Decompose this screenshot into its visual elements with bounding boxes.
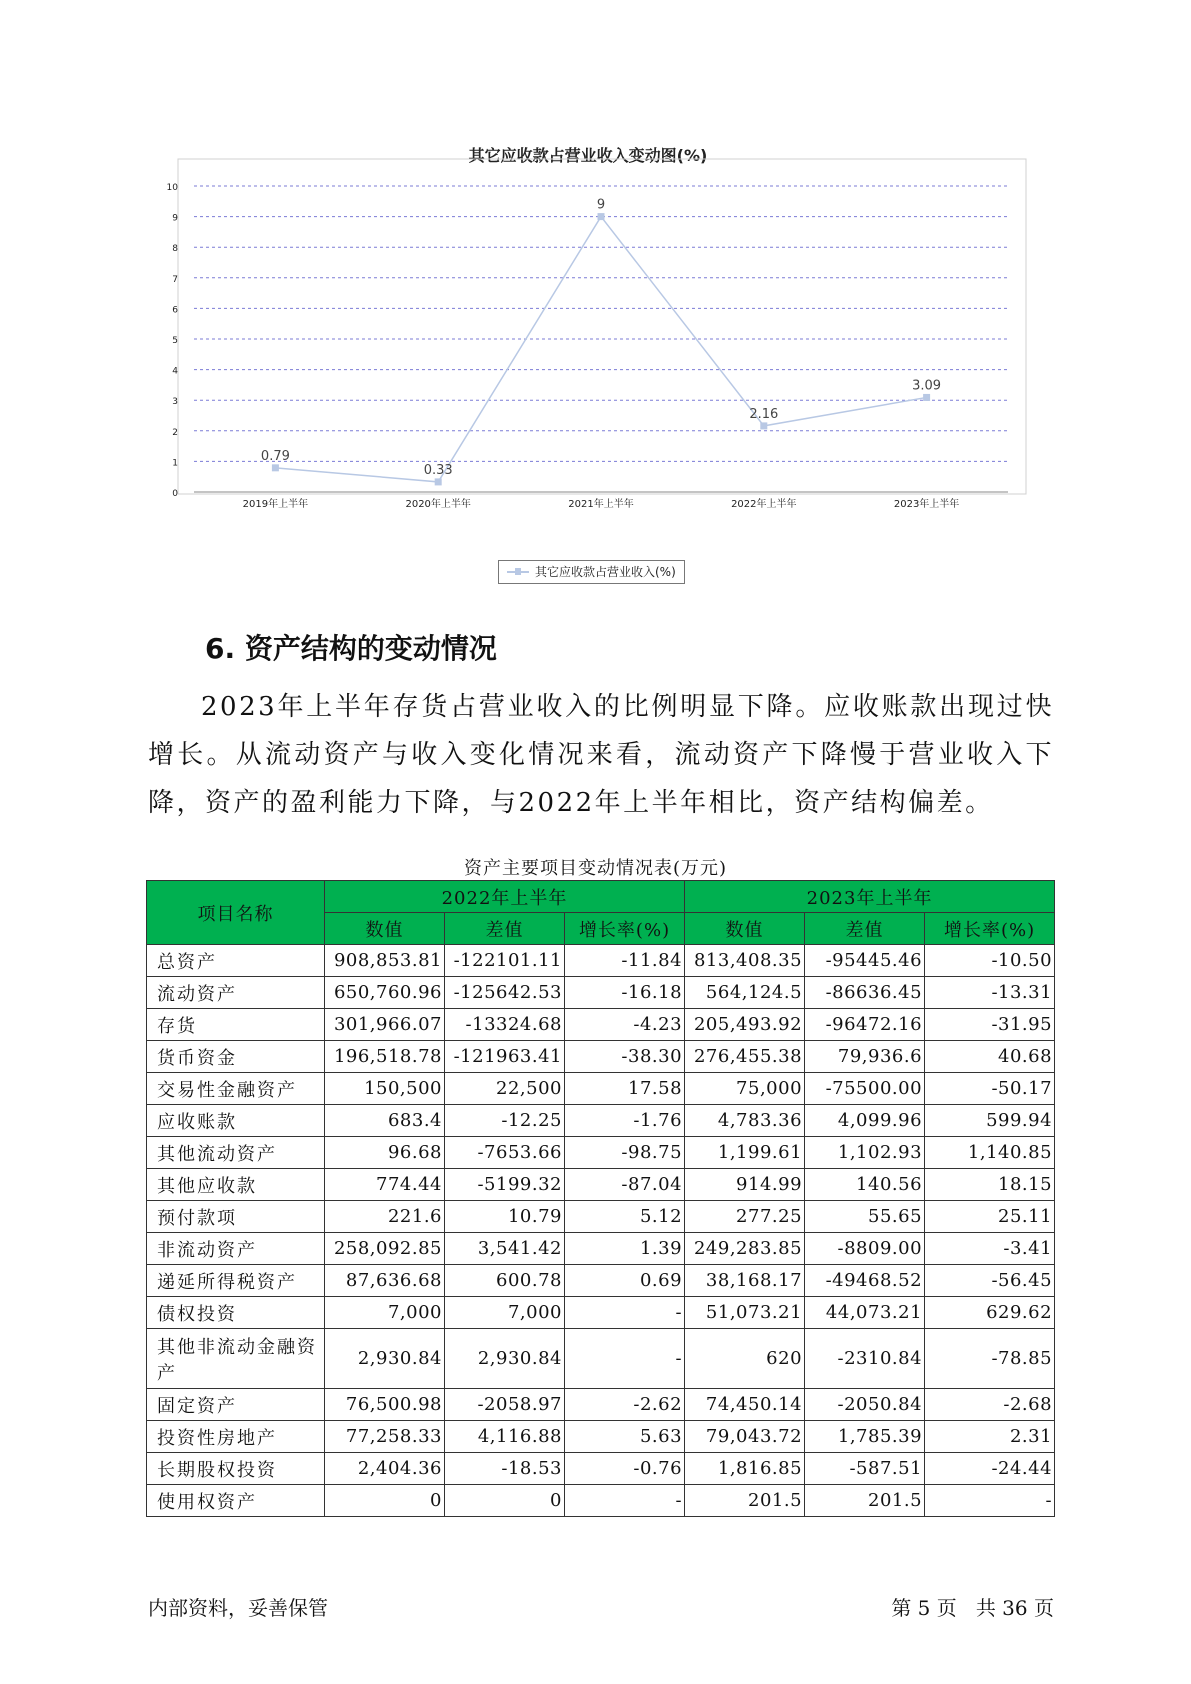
table-cell: 1.39 [565, 1233, 685, 1265]
table-cell: 564,124.5 [685, 977, 805, 1009]
table-cell: 2,930.84 [325, 1329, 445, 1389]
table-cell: -8809.00 [805, 1233, 925, 1265]
sub-header: 差值 [445, 913, 565, 945]
table-cell: -2.62 [565, 1389, 685, 1421]
table-cell: -122101.11 [445, 945, 565, 977]
y-tick-label: 1 [172, 458, 178, 469]
table-cell: -12.25 [445, 1105, 565, 1137]
table-cell: - [565, 1329, 685, 1389]
table-cell: -95445.46 [805, 945, 925, 977]
table-cell: 629.62 [925, 1297, 1055, 1329]
table-cell: 38,168.17 [685, 1265, 805, 1297]
table-cell: 55.65 [805, 1201, 925, 1233]
table-cell: -5199.32 [445, 1169, 565, 1201]
table-cell: 914.99 [685, 1169, 805, 1201]
table-cell: 600.78 [445, 1265, 565, 1297]
table-cell: 5.12 [565, 1201, 685, 1233]
table-row [147, 1421, 1055, 1453]
table-cell: -0.76 [565, 1453, 685, 1485]
table-cell: 87,636.68 [325, 1265, 445, 1297]
table-cell: 620 [685, 1329, 805, 1389]
table-cell: 258,092.85 [325, 1233, 445, 1265]
table-cell: 44,073.21 [805, 1297, 925, 1329]
row-item-name: 其他非流动金融资产 [147, 1329, 325, 1389]
table-cell: 249,283.85 [685, 1233, 805, 1265]
row-item-name: 应收账款 [147, 1105, 325, 1137]
data-label: 2.16 [749, 406, 779, 422]
table-cell: 201.5 [805, 1485, 925, 1517]
y-tick-label: 2 [172, 427, 178, 438]
table-cell: 51,073.21 [685, 1297, 805, 1329]
row-item-name: 存货 [147, 1009, 325, 1041]
table-cell: -75500.00 [805, 1073, 925, 1105]
table-cell: - [565, 1485, 685, 1517]
table-cell: -7653.66 [445, 1137, 565, 1169]
sub-header: 数值 [685, 913, 805, 945]
x-tick-label: 2023年上半年 [893, 499, 960, 510]
data-point [760, 422, 767, 429]
table-cell: -3.41 [925, 1233, 1055, 1265]
table-row [147, 1233, 1055, 1265]
item-name-header: 项目名称 [147, 881, 325, 945]
table-cell: - [925, 1485, 1055, 1517]
table-cell: 75,000 [685, 1073, 805, 1105]
table-cell: 0 [445, 1485, 565, 1517]
chart-legend [498, 560, 685, 584]
table-cell: -31.95 [925, 1009, 1055, 1041]
table-cell: -18.53 [445, 1453, 565, 1485]
table-row [147, 1329, 1055, 1389]
row-item-name: 总资产 [147, 945, 325, 977]
table-cell: 22,500 [445, 1073, 565, 1105]
table-cell: 76,500.98 [325, 1389, 445, 1421]
y-tick-label: 8 [172, 244, 178, 255]
table-cell: -96472.16 [805, 1009, 925, 1041]
table-cell: 599.94 [925, 1105, 1055, 1137]
table-cell: 276,455.38 [685, 1041, 805, 1073]
table-cell: 79,936.6 [805, 1041, 925, 1073]
table-cell: -2.68 [925, 1389, 1055, 1421]
table-cell: 683.4 [325, 1105, 445, 1137]
group-header-2023: 2023年上半年 [685, 881, 1055, 913]
group-header-2022: 2022年上半年 [325, 881, 685, 913]
table-cell: 79,043.72 [685, 1421, 805, 1453]
legend-line-marker-icon [507, 571, 529, 573]
table-cell: 7,000 [445, 1297, 565, 1329]
row-item-name: 投资性房地产 [147, 1421, 325, 1453]
table-cell: -2310.84 [805, 1329, 925, 1389]
table-cell: -1.76 [565, 1105, 685, 1137]
table-row [147, 1169, 1055, 1201]
x-tick-label: 2022年上半年 [731, 499, 797, 510]
data-point [272, 464, 279, 471]
x-tick-label: 2021年上半年 [568, 499, 634, 510]
table-row [147, 945, 1055, 977]
data-label: 9 [596, 197, 606, 213]
y-tick-label: 6 [172, 305, 178, 316]
table-row [147, 1201, 1055, 1233]
y-tick-label: 9 [172, 213, 178, 224]
x-tick-label: 2020年上半年 [405, 499, 471, 510]
sub-header: 差值 [805, 913, 925, 945]
table-row [147, 977, 1055, 1009]
row-item-name: 非流动资产 [147, 1233, 325, 1265]
series-line [275, 217, 926, 482]
line-chart [148, 133, 1028, 593]
table-cell: 10.79 [445, 1201, 565, 1233]
table-cell: 205,493.92 [685, 1009, 805, 1041]
table-cell: -13324.68 [445, 1009, 565, 1041]
table-cell: -4.23 [565, 1009, 685, 1041]
table-cell: - [565, 1297, 685, 1329]
table-row [147, 1137, 1055, 1169]
table-cell: -13.31 [925, 977, 1055, 1009]
data-label: 0.79 [260, 448, 290, 464]
table-cell: -16.18 [565, 977, 685, 1009]
table-row [147, 1453, 1055, 1485]
data-point [598, 213, 605, 220]
table-cell: 18.15 [925, 1169, 1055, 1201]
table-row [147, 1105, 1055, 1137]
table-cell: -49468.52 [805, 1265, 925, 1297]
table-cell: -2058.97 [445, 1389, 565, 1421]
table-cell: 2.31 [925, 1421, 1055, 1453]
table-cell: 221.6 [325, 1201, 445, 1233]
table-cell: -587.51 [805, 1453, 925, 1485]
chart-title: 其它应收款占营业收入变动图(%) [468, 146, 708, 165]
data-point [923, 394, 930, 401]
table-cell: 1,140.85 [925, 1137, 1055, 1169]
table-cell: -10.50 [925, 945, 1055, 977]
row-item-name: 使用权资产 [147, 1485, 325, 1517]
table-cell: 2,930.84 [445, 1329, 565, 1389]
asset-change-table [146, 880, 1055, 1517]
row-item-name: 交易性金融资产 [147, 1073, 325, 1105]
table-cell: 1,816.85 [685, 1453, 805, 1485]
table-cell: 7,000 [325, 1297, 445, 1329]
x-tick-label: 2019年上半年 [242, 499, 309, 510]
data-point [435, 478, 442, 485]
footer-confidential: 内部资料，妥善保管 [148, 1596, 328, 1620]
row-item-name: 流动资产 [147, 977, 325, 1009]
table-row [147, 1389, 1055, 1421]
table-cell: 96.68 [325, 1137, 445, 1169]
y-tick-label: 7 [172, 274, 178, 285]
data-label: 0.33 [423, 462, 453, 478]
table-cell: 650,760.96 [325, 977, 445, 1009]
table-row [147, 1485, 1055, 1517]
table-cell: 277.25 [685, 1201, 805, 1233]
table-cell: 196,518.78 [325, 1041, 445, 1073]
table-cell: 813,408.35 [685, 945, 805, 977]
table-row [147, 1265, 1055, 1297]
table-cell: 301,966.07 [325, 1009, 445, 1041]
section-heading: 6. 资产结构的变动情况 [205, 632, 497, 665]
table-row [147, 1297, 1055, 1329]
table-cell: -87.04 [565, 1169, 685, 1201]
table-caption: 资产主要项目变动情况表(万元) [463, 858, 728, 879]
table-cell: 774.44 [325, 1169, 445, 1201]
chart-plot [148, 133, 1028, 553]
row-item-name: 固定资产 [147, 1389, 325, 1421]
row-item-name: 其他流动资产 [147, 1137, 325, 1169]
sub-header: 增长率(%) [925, 913, 1055, 945]
row-item-name: 预付款项 [147, 1201, 325, 1233]
sub-header: 数值 [325, 913, 445, 945]
table-cell: 4,099.96 [805, 1105, 925, 1137]
table-cell: 1,199.61 [685, 1137, 805, 1169]
table-row [147, 1041, 1055, 1073]
row-item-name: 递延所得税资产 [147, 1265, 325, 1297]
sub-header: 增长率(%) [565, 913, 685, 945]
table-cell: 908,853.81 [325, 945, 445, 977]
table-cell: -98.75 [565, 1137, 685, 1169]
table-cell: 3,541.42 [445, 1233, 565, 1265]
section-paragraph: 2023年上半年存货占营业收入的比例明显下降。应收账款出现过快增长。从流动资产与收入变化情况来看，流动资产下降慢于营业收入下降，资产的盈利能力下降，与2022年上半年相比，资产结构偏差。 [148, 692, 1054, 818]
table-cell: 17.58 [565, 1073, 685, 1105]
table-cell: -78.85 [925, 1329, 1055, 1389]
table-cell: -121963.41 [445, 1041, 565, 1073]
table-cell: -38.30 [565, 1041, 685, 1073]
y-tick-label: 10 [166, 183, 178, 193]
table-cell: 25.11 [925, 1201, 1055, 1233]
table-cell: 150,500 [325, 1073, 445, 1105]
table-cell: 201.5 [685, 1485, 805, 1517]
table-cell: -50.17 [925, 1073, 1055, 1105]
legend-label: 其它应收款占营业收入(%) [535, 565, 676, 579]
y-tick-label: 4 [172, 366, 178, 377]
table-cell: 5.63 [565, 1421, 685, 1453]
row-item-name: 其他应收款 [147, 1169, 325, 1201]
footer-page-number: 第 5 页 共 36 页 [891, 1596, 1054, 1620]
table-cell: 1,102.93 [805, 1137, 925, 1169]
table-cell: -125642.53 [445, 977, 565, 1009]
table-cell: 0 [325, 1485, 445, 1517]
y-tick-label: 5 [172, 336, 178, 346]
table-cell: 2,404.36 [325, 1453, 445, 1485]
table-cell: 1,785.39 [805, 1421, 925, 1453]
table-cell: 77,258.33 [325, 1421, 445, 1453]
row-item-name: 长期股权投资 [147, 1453, 325, 1485]
data-label: 3.09 [912, 378, 942, 394]
table-cell: -24.44 [925, 1453, 1055, 1485]
table-cell: -86636.45 [805, 977, 925, 1009]
table-cell: 0.69 [565, 1265, 685, 1297]
table-cell: -11.84 [565, 945, 685, 977]
table-cell: -56.45 [925, 1265, 1055, 1297]
y-tick-label: 0 [172, 489, 178, 499]
table-row [147, 1009, 1055, 1041]
table-cell: 74,450.14 [685, 1389, 805, 1421]
table-cell: 4,783.36 [685, 1105, 805, 1137]
table-cell: -2050.84 [805, 1389, 925, 1421]
row-item-name: 货币资金 [147, 1041, 325, 1073]
row-item-name: 债权投资 [147, 1297, 325, 1329]
table-row [147, 1073, 1055, 1105]
table-cell: 140.56 [805, 1169, 925, 1201]
y-tick-label: 3 [172, 397, 178, 408]
table-cell: 40.68 [925, 1041, 1055, 1073]
table-cell: 4,116.88 [445, 1421, 565, 1453]
